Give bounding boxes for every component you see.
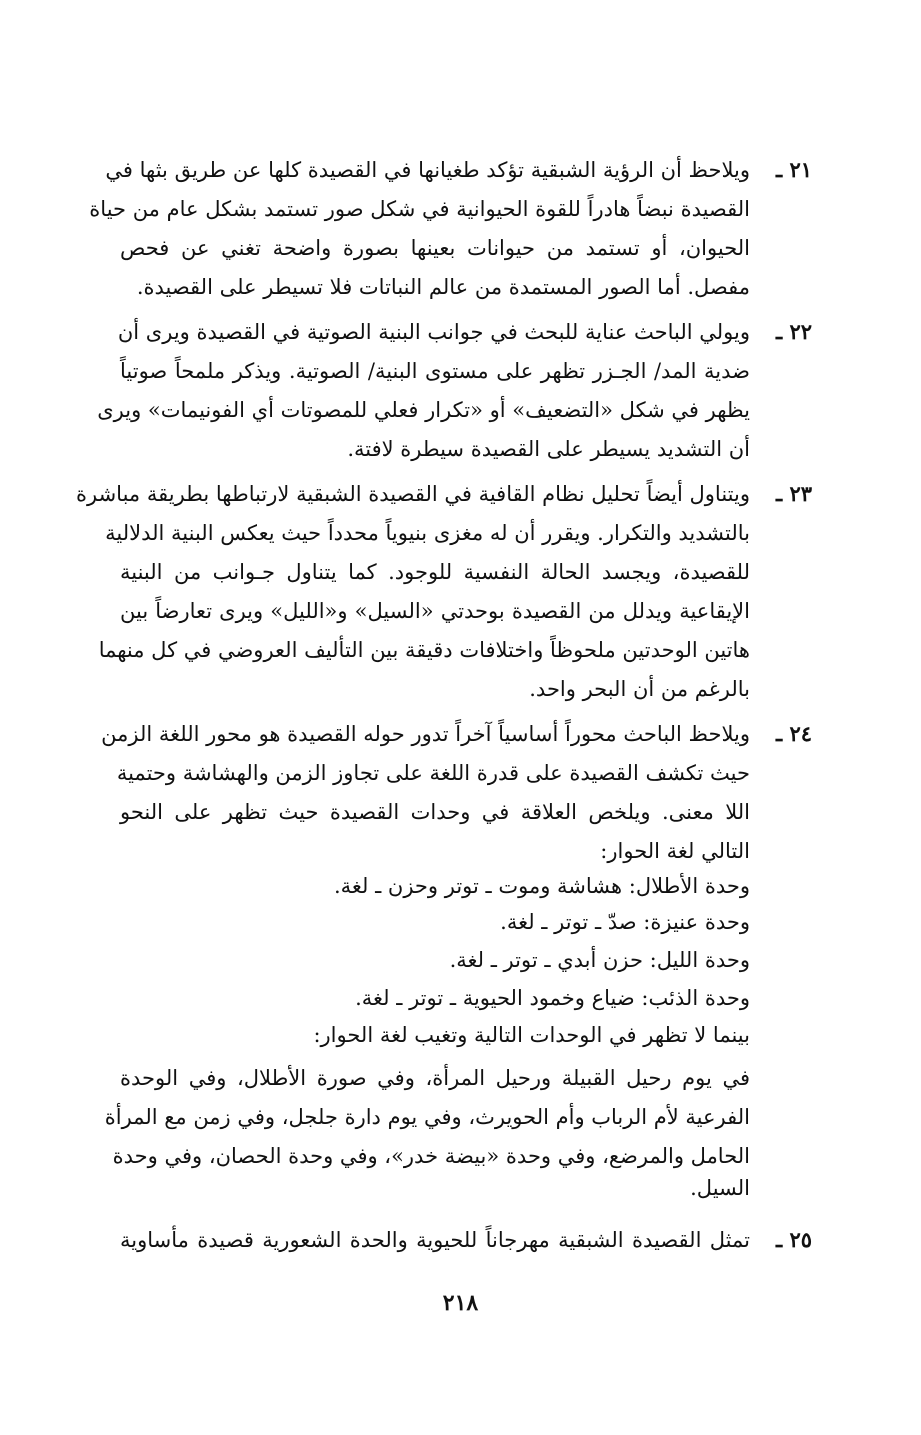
paragraph-line: هاتين الوحدتين ملحوظاً واختلافات دقيقة بين التأليف العروضي في كل منهما [98,638,750,662]
paragraph-line: اللا معنى. ويلخص العلاقة في وحدات القصيدة حيث تظهر على النحو [120,800,750,824]
paragraph-line: ويولي الباحث عناية للبحث في جوانب البنية الصوتية في القصيدة ويرى أن [117,320,750,344]
paragraph-line: مفصل. أما الصور المستمدة من عالم النباتات فلا تسيطر على القصيدة. [136,275,750,299]
paragraph-line: أن التشديد يسيطر على القصيدة سيطرة لافتة. [347,437,750,461]
follow-line: في يوم رحيل القبيلة ورحيل المرأة، وفي صورة الأطلال، وفي الوحدة [120,1066,750,1090]
unit-line-atlal: وحدة الأطلال: هشاشة وموت ـ توتر وحزن ـ لغة. [333,874,750,898]
paragraph-line: التالي لغة الحوار: [600,839,750,863]
unit-line-unayzah: وحدة عنيزة: صدّ ـ توتر ـ لغة. [500,910,750,934]
paragraph-line: للقصيدة، ويجسد الحالة النفسية للوجود. كما يتناول جـوانب من البنية [120,560,750,584]
paragraph-number: ٢٢ ـ [775,319,812,344]
paragraph-number: ٢٣ ـ [775,481,812,506]
paragraph-line: ويتناول أيضاً تحليل نظام القافية في القصيدة الشبقية لارتباطها بطريقة مباشرة [76,482,750,506]
paragraph-line: تمثل القصيدة الشبقية مهرجاناً للحيوية والحدة الشعورية قصيدة مأساوية [120,1228,750,1252]
paragraph-number: ٢٥ ـ [775,1227,812,1252]
page-number: ٢١٨ [442,1290,479,1316]
paragraph-line: حيث تكشف القصيدة على قدرة اللغة على تجاوز الزمن والهشاشة وحتمية [116,761,750,785]
paragraph-line: بالتشديد والتكرار. ويقرر أن له مغزى بنيوياً محدداً حيث يعكس البنية الدلالية [105,521,750,545]
follow-line: السيل. [690,1176,750,1200]
after-units-line: بينما لا تظهر في الوحدات التالية وتغيب لغة الحوار: [313,1023,750,1047]
paragraph-line: ويلاحظ أن الرؤية الشبقية تؤكد طغيانها في القصيدة كلها عن طريق بثها في [105,158,750,182]
follow-line: الفرعية لأم الرباب وأم الحويرث، وفي يوم دارة جلجل، وفي زمن مع المرأة [104,1105,750,1129]
paragraph-line: الإيقاعية ويدلل من القصيدة بوحدتي «السيل» و«الليل» ويرى تعارضاً بين [120,599,750,623]
unit-line-dhib: وحدة الذئب: ضياع وخمود الحيوية ـ توتر ـ لغة. [355,986,750,1010]
paragraph-line: الحيوان، أو تستمد من حيوانات بعينها بصورة واضحة تغني عن فحص [120,236,750,260]
paragraph-number: ٢١ ـ [775,157,812,182]
paragraph-number: ٢٤ ـ [775,721,812,746]
paragraph-line: بالرغم من أن البحر واحد. [529,677,750,701]
paragraph-line: يظهر في شكل «التضعيف» أو «تكرار فعلي للمصوتات أي الفونيمات» ويرى [97,398,750,422]
paragraph-line: القصيدة نبضاً هادراً للقوة الحيوانية في شكل صور تستمد بشكل عام من حياة [89,197,750,221]
paragraph-line: ويلاحظ الباحث محوراً أساسياً آخراً تدور حوله القصيدة هو محور اللغة الزمن [101,722,750,746]
paragraph-line: ضدية المد/ الجـزر تظهر على مستوى البنية/ الصوتية. ويذكر ملمحاً صوتياً [120,359,750,383]
unit-line-layl: وحدة الليل: حزن أبدي ـ توتر ـ لغة. [449,948,750,972]
follow-line: الحامل والمرضع، وفي وحدة «بيضة خدر»، وفي وحدة الحصان، وفي وحدة [112,1144,750,1168]
